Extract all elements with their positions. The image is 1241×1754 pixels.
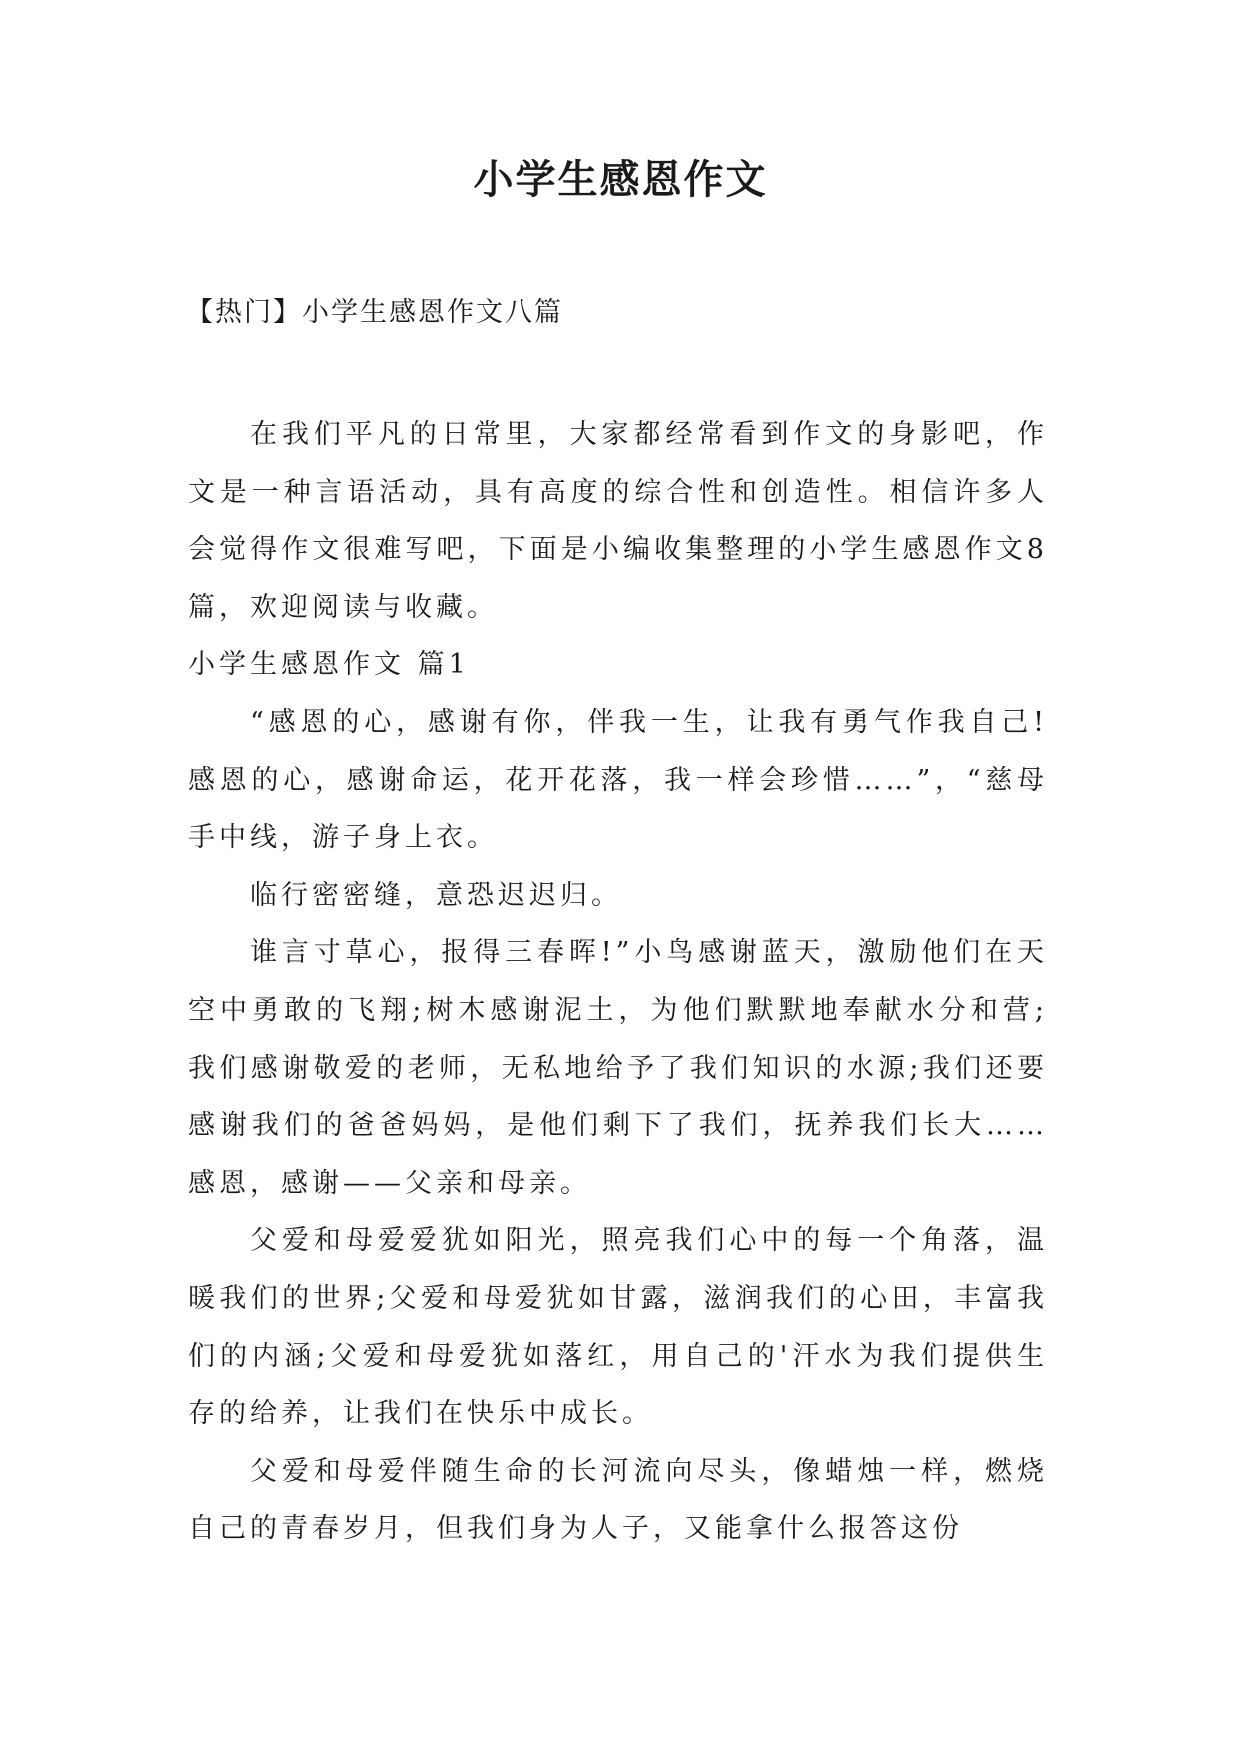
section-heading: 小学生感恩作文 篇1	[188, 649, 470, 681]
body-paragraph: 父爱和母爱伴随生命的长河流向尽头，像蜡烛一样，燃烧自己的青春岁月，但我们身为人子，又能拿什么报答这份	[188, 1455, 1048, 1545]
intro-paragraph: 在我们平凡的日常里，大家都经常看到作文的身影吧，作文是一种言语活动，具有高度的综合性和创造性。相信许多人会觉得作文很难写吧，下面是小编收集整理的小学生感恩作文8篇，欢迎阅读与收藏。	[188, 419, 1048, 623]
document-subtitle: 【热门】小学生感恩作文八篇	[186, 297, 563, 328]
body-paragraph: 谁言寸草心，报得三春晖!”小鸟感谢蓝天，激励他们在天空中勇敢的飞翔;树木感谢泥土，为他们默默地奉献水分和营;我们感谢敬爱的老师，无私地给予了我们知识的水源;我们还要感谢我们的爸爸妈妈，是他们剩下了我们，抚养我们长大……感恩，感谢——父亲和母亲。	[188, 937, 1048, 1199]
document-title: 小学生感恩作文	[473, 157, 768, 203]
body-paragraph: 父爱和母爱爱犹如阳光，照亮我们心中的每一个角落，温暖我们的世界;父爱和母爱犹如甘露，滋润我们的心田，丰富我们的内涵;父爱和母爱犹如落红，用自己的'汗水为我们提供生存的给养，让我们在快乐中成长。	[188, 1225, 1048, 1430]
body-paragraph: 临行密密缝，意恐迟迟归。	[250, 879, 622, 911]
body-paragraph: “感恩的心，感谢有你，伴我一生，让我有勇气作我自己!感恩的心，感谢命运，花开花落，我一样会珍惜……”，“慈母手中线，游子身上衣。	[188, 706, 1048, 854]
document-body	[188, 406, 1048, 1558]
